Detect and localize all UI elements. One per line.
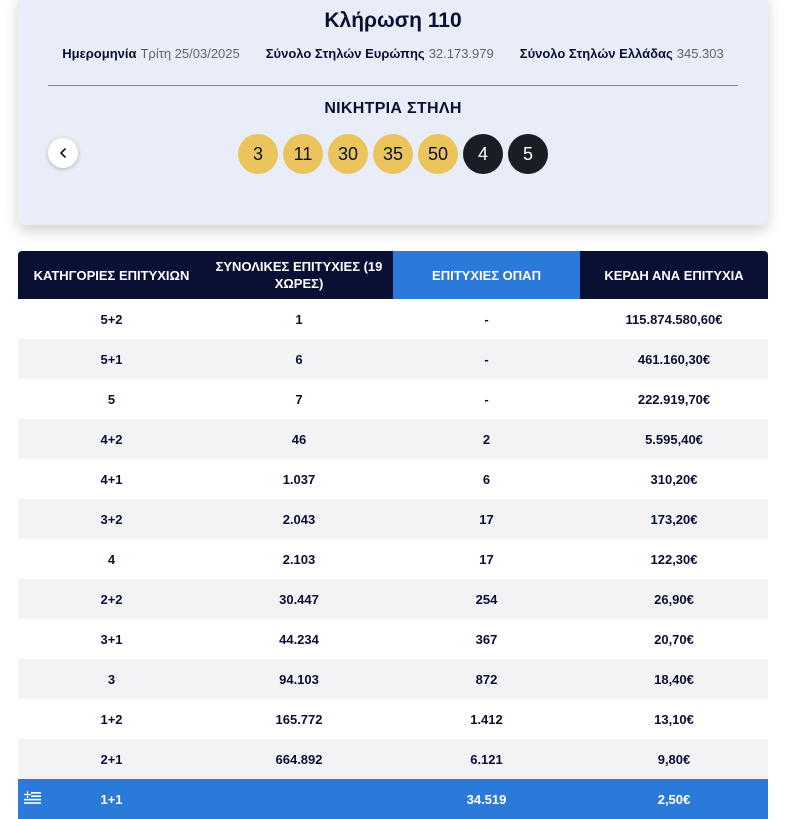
opap-winners-cell: 2	[393, 419, 580, 459]
table-row	[18, 459, 768, 499]
prize-cell: 20,70€	[580, 619, 768, 659]
table-row	[18, 579, 768, 619]
europe-value: 32.173.979	[428, 46, 494, 61]
prize-cell: 18,40€	[580, 659, 768, 699]
total-winners-cell: 2.043	[205, 499, 393, 539]
category-cell: 1+2	[18, 699, 205, 739]
category-cell: 5	[18, 379, 205, 419]
date-label: Ημερομηνία	[62, 46, 137, 61]
table-row	[18, 659, 768, 699]
header-categories: ΚΑΤΗΓΟΡΙΕΣ ΕΠΙΤΥΧΙΩΝ	[18, 251, 205, 299]
previous-draw-button[interactable]	[48, 138, 78, 168]
category-cell: 4	[18, 539, 205, 579]
total-winners-cell: 94.103	[205, 659, 393, 699]
prize-cell: 13,10€	[580, 699, 768, 739]
table-row	[18, 379, 768, 419]
opap-winners-cell: 367	[393, 619, 580, 659]
greek-row-total	[205, 779, 393, 819]
greece-label: Σύνολο Στηλών Ελλάδας	[519, 46, 673, 61]
prize-cell: 173,20€	[580, 499, 768, 539]
europe-total	[266, 46, 494, 61]
prize-table	[18, 251, 768, 819]
prize-cell: 222.919,70€	[580, 379, 768, 419]
total-winners-cell: 2.103	[205, 539, 393, 579]
prize-table-body	[18, 299, 768, 819]
total-winners-cell: 664.892	[205, 739, 393, 779]
winning-numbers	[238, 134, 548, 174]
draw-date	[62, 46, 240, 61]
prize-cell: 310,20€	[580, 459, 768, 499]
star-ball: 4	[463, 134, 503, 174]
category-cell: 2+1	[18, 739, 205, 779]
greek-row	[18, 779, 768, 819]
prize-cell: 26,90€	[580, 579, 768, 619]
greek-flag-icon	[24, 791, 41, 806]
category-cell: 4+2	[18, 419, 205, 459]
opap-winners-cell: 1.412	[393, 699, 580, 739]
category-cell: 5+1	[18, 339, 205, 379]
europe-label: Σύνολο Στηλών Ευρώπης	[265, 46, 425, 61]
opap-winners-cell: -	[393, 379, 580, 419]
category-cell: 2+2	[18, 579, 205, 619]
greece-value: 345.303	[676, 46, 724, 61]
winning-column-title: ΝΙΚΗΤΡΙΑ ΣΤΗΛΗ	[324, 100, 462, 117]
opap-winners-cell: -	[393, 299, 580, 339]
category-cell: 3+2	[18, 499, 205, 539]
category-cell: 3+1	[18, 619, 205, 659]
number-ball: 3	[238, 134, 278, 174]
total-winners-cell: 165.772	[205, 699, 393, 739]
table-row	[18, 619, 768, 659]
date-value: Τρίτη 25/03/2025	[140, 46, 240, 61]
prize-cell: 122,30€	[580, 539, 768, 579]
total-winners-cell: 7	[205, 379, 393, 419]
number-ball: 35	[373, 134, 413, 174]
prize-cell: 5.595,40€	[580, 419, 768, 459]
star-ball: 5	[508, 134, 548, 174]
greek-row-opap: 34.519	[393, 779, 580, 819]
total-winners-cell: 6	[205, 339, 393, 379]
table-row	[18, 739, 768, 779]
table-row	[18, 339, 768, 379]
greek-row-category: 1+1	[100, 791, 123, 807]
table-row	[18, 699, 768, 739]
prize-cell: 461.160,30€	[580, 339, 768, 379]
greek-row-prize: 2,50€	[580, 779, 768, 819]
opap-winners-cell: 872	[393, 659, 580, 699]
total-winners-cell: 1	[205, 299, 393, 339]
chevron-left-icon	[58, 147, 68, 159]
greek-row-category-cell	[18, 779, 205, 819]
total-winners-cell: 1.037	[205, 459, 393, 499]
draw-card	[18, 0, 768, 225]
total-winners-cell: 30.447	[205, 579, 393, 619]
opap-winners-cell: 17	[393, 539, 580, 579]
divider	[48, 85, 738, 86]
total-winners-cell: 44.234	[205, 619, 393, 659]
draw-meta	[18, 46, 768, 61]
draw-title: Κλήρωση 110	[324, 9, 462, 32]
total-winners-cell: 46	[205, 419, 393, 459]
table-row	[18, 539, 768, 579]
header-opap-winners: ΕΠΙΤΥΧΙΕΣ ΟΠΑΠ	[393, 251, 580, 299]
opap-winners-cell: 6	[393, 459, 580, 499]
category-cell: 4+1	[18, 459, 205, 499]
opap-winners-cell: -	[393, 339, 580, 379]
greece-total	[520, 46, 724, 61]
header-total-winners: ΣΥΝΟΛΙΚΕΣ ΕΠΙΤΥΧΙΕΣ (19 ΧΩΡΕΣ)	[205, 251, 393, 299]
opap-winners-cell: 17	[393, 499, 580, 539]
table-row	[18, 299, 768, 339]
prize-cell: 9,80€	[580, 739, 768, 779]
category-cell: 5+2	[18, 299, 205, 339]
number-ball: 11	[283, 134, 323, 174]
number-ball: 50	[418, 134, 458, 174]
table-header-row	[18, 251, 768, 299]
category-cell: 3	[18, 659, 205, 699]
number-ball: 30	[328, 134, 368, 174]
opap-winners-cell: 254	[393, 579, 580, 619]
opap-winners-cell: 6.121	[393, 739, 580, 779]
table-row	[18, 419, 768, 459]
header-prize-per-winner: ΚΕΡΔΗ ΑΝΑ ΕΠΙΤΥΧΙΑ	[580, 251, 768, 299]
table-row	[18, 499, 768, 539]
prize-cell: 115.874.580,60€	[580, 299, 768, 339]
